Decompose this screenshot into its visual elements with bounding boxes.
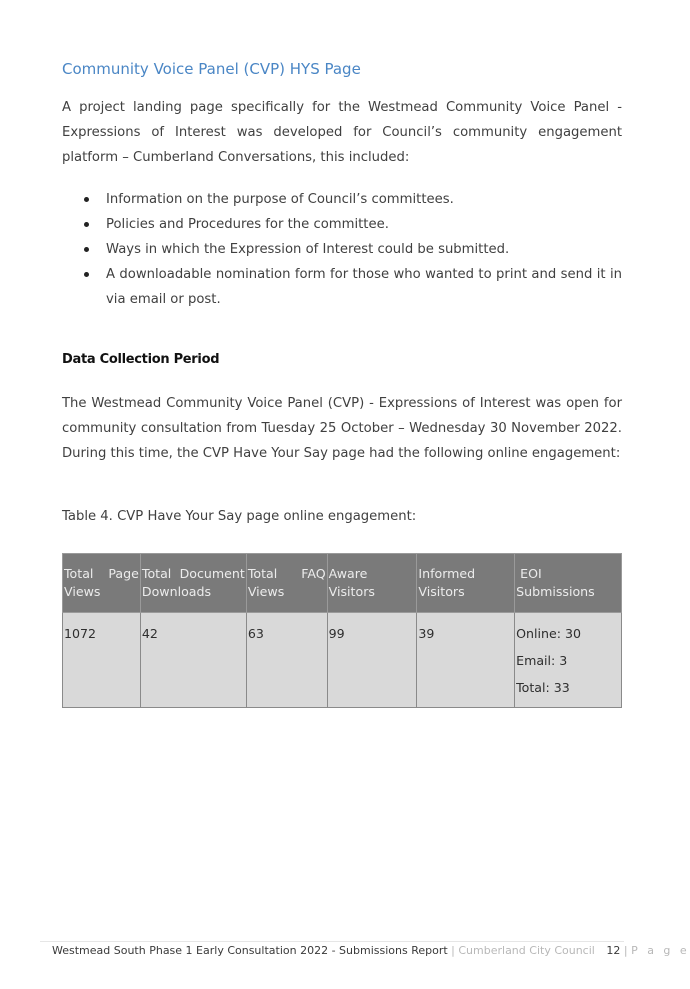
cell-informed-visitors: 39 (417, 613, 515, 708)
header-aware-visitors: Aware Visitors (327, 554, 417, 613)
bullet-icon (84, 272, 89, 277)
cell-aware-visitors: 99 (327, 613, 417, 708)
bullet-list (62, 187, 622, 312)
footer-council: Cumberland City Council (458, 944, 595, 957)
page-label: P a g e (631, 944, 690, 957)
header-informed-visitors: Informed Visitors (417, 554, 515, 613)
cell-page-views: 1072 (63, 613, 141, 708)
cell-document-downloads: 42 (140, 613, 246, 708)
page-footer: Westmead South Phase 1 Early Consultation 2022 - Submissions Report | Cumberland City Council 12 | P a g e (52, 944, 690, 957)
header-page-views: Total Page Views (63, 554, 141, 613)
engagement-table (62, 553, 622, 708)
list-item: A downloadable nomination form for those who wanted to print and send it in via email or post. (62, 262, 622, 312)
bullet-icon (84, 247, 89, 252)
section-heading: Community Voice Panel (CVP) HYS Page (62, 60, 361, 78)
footer-divider (40, 941, 624, 942)
header-document-downloads: Total Document Downloads (140, 554, 246, 613)
cell-eoi-submissions: Online: 30 Email: 3 Total: 33 (515, 613, 622, 708)
list-item: Ways in which the Expression of Interest could be submitted. (62, 237, 622, 262)
header-faq-views: Total FAQ Views (246, 554, 327, 613)
table-caption: Table 4. CVP Have Your Say page online engagement: (62, 509, 417, 524)
table-row (63, 613, 622, 708)
header-eoi-submissions: EOI Submissions (515, 554, 622, 613)
cell-faq-views: 63 (246, 613, 327, 708)
list-item: Policies and Procedures for the committee. (62, 212, 622, 237)
list-item: Information on the purpose of Council’s committees. (62, 187, 622, 212)
footer-report-title: Westmead South Phase 1 Early Consultation 2022 - Submissions Report (52, 944, 448, 957)
bullet-icon (84, 197, 89, 202)
page-number: 12 (606, 944, 621, 957)
intro-paragraph: A project landing page specifically for the Westmead Community Voice Panel - Expressions of Interest was developed for Council’s community engagement platform – Cumberland Conversations, this included: (62, 100, 622, 165)
data-collection-heading: Data Collection Period (62, 352, 220, 367)
data-collection-paragraph: The Westmead Community Voice Panel (CVP) - Expressions of Interest was open for community consultation from Tuesday 25 October – Wednesday 30 November 2022. During this time, the CVP Have Your Say page had the following online engagement: (62, 396, 622, 461)
bullet-icon (84, 222, 89, 227)
table-header-row (63, 554, 622, 613)
